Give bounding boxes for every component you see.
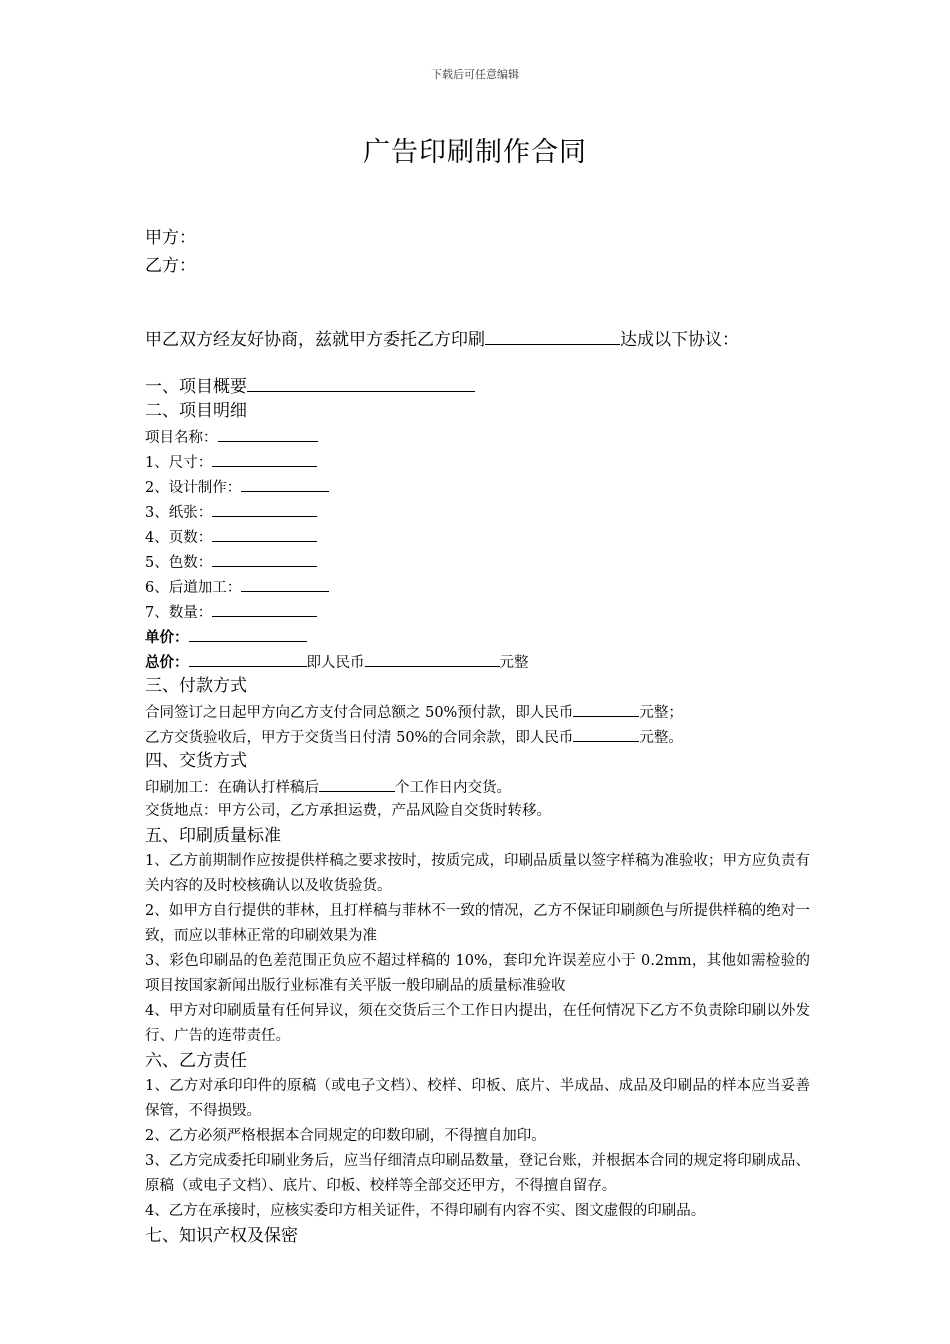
finishing-label: 6、后道加工： [145, 580, 242, 596]
header-note: 下载后可任意编辑 [431, 68, 519, 81]
delivery-line-2: 交货地点：甲方公司，乙方承担运费，产品风险自交货时转移。 [145, 803, 551, 819]
project-name-blank[interactable] [218, 424, 318, 442]
responsibility-clause-3: 3、乙方完成委托印刷业务后，应当仔细清点印刷品数量，登记台账，并根据本合同的规定将印刷成品、原稿（或电子文档）、底片、印板、校样等全部交还甲方，不得擅自留存。 [145, 1153, 810, 1194]
section-1-title: 一、项目概要 [145, 377, 247, 397]
payment-line-1 [145, 699, 810, 724]
payment-line-2-text: 乙方交货验收后，甲方于交货当日付清 50%的合同余款，即人民币 [145, 730, 574, 746]
delivery-days-blank[interactable] [319, 774, 395, 792]
section-5-heading: 五、印刷质量标准 [145, 826, 281, 846]
colors-label: 5、色数： [145, 555, 213, 571]
total-price-line [145, 649, 810, 674]
responsibility-clause-2: 2、乙方必须严格根据本合同规定的印数印刷，不得擅自加印。 [145, 1128, 546, 1144]
contract-body [145, 224, 810, 1249]
intro-text-after: 达成以下协议： [620, 330, 739, 350]
responsibility-clause-4: 4、乙方在承接时，应核实委印方相关证件，不得印刷有内容不实、图文虚假的印刷品。 [145, 1203, 706, 1219]
project-name-line [145, 424, 810, 449]
section-4-heading: 四、交货方式 [145, 751, 247, 771]
intro-paragraph [145, 326, 810, 354]
party-a-label: 甲方： [145, 228, 196, 248]
total-price-blank[interactable] [189, 649, 307, 667]
section-1-heading [145, 374, 810, 399]
payment-line-1-suffix: 元整； [639, 705, 683, 721]
payment-line-2-suffix: 元整。 [639, 730, 683, 746]
unit-price-label: 单价： [145, 630, 189, 646]
project-name-label: 项目名称： [145, 430, 218, 446]
project-summary-blank[interactable] [247, 374, 475, 392]
unit-price-line [145, 624, 810, 649]
section-7-heading: 七、知识产权及保密 [145, 1226, 298, 1246]
unit-price-blank[interactable] [189, 624, 307, 642]
total-price-label: 总价： [145, 655, 189, 671]
party-b-label: 乙方： [145, 256, 196, 276]
colors-line [145, 549, 810, 574]
pages-line [145, 524, 810, 549]
design-line [145, 474, 810, 499]
quantity-blank[interactable] [212, 599, 317, 617]
prepay-amount-blank[interactable] [573, 699, 639, 717]
finishing-line [145, 574, 810, 599]
section-6-heading: 六、乙方责任 [145, 1051, 247, 1071]
quality-clause-2: 2、如甲方自行提供的菲林，且打样稿与菲林不一致的情况，乙方不保证印刷颜色与所提供样稿的绝对一致，而应以菲林正常的印刷效果为准 [145, 903, 810, 944]
balance-amount-blank[interactable] [573, 724, 639, 742]
total-rmb-label: 即人民币 [306, 655, 365, 671]
delivery-line-1-suffix: 个工作日内交货。 [395, 780, 511, 796]
total-rmb-blank[interactable] [365, 649, 500, 667]
section-3-heading: 三、付款方式 [145, 676, 247, 696]
intro-text-before: 甲乙双方经友好协商，兹就甲方委托乙方印刷 [145, 330, 485, 350]
pages-blank[interactable] [212, 524, 317, 542]
size-blank[interactable] [212, 449, 317, 467]
design-label: 2、设计制作： [145, 480, 242, 496]
size-label: 1、尺寸： [145, 455, 213, 471]
total-yuan-label: 元整 [499, 655, 529, 671]
quantity-line [145, 599, 810, 624]
finishing-blank[interactable] [241, 574, 329, 592]
design-blank[interactable] [241, 474, 329, 492]
delivery-line-1-text: 印刷加工：在确认打样稿后 [145, 780, 319, 796]
quality-clause-3: 3、彩色印刷品的色差范围正负应不超过样稿的 10%，套印允许误差应小于 0.2mm，其他如需检验的项目按国家新闻出版行业标准有关平版一般印刷品的质量标准验收 [145, 953, 810, 994]
document-title: 广告印刷制作合同 [363, 137, 587, 168]
size-line [145, 449, 810, 474]
payment-line-2 [145, 724, 810, 749]
paper-line [145, 499, 810, 524]
paper-blank[interactable] [212, 499, 317, 517]
quality-clause-1: 1、乙方前期制作应按提供样稿之要求按时，按质完成，印刷品质量以签字样稿为准验收；甲方应负责有关内容的及时校核确认以及收货验货。 [145, 853, 810, 894]
delivery-line-1 [145, 774, 810, 799]
paper-label: 3、纸张： [145, 505, 213, 521]
responsibility-clause-1: 1、乙方对承印印件的原稿（或电子文档）、校样、印板、底片、半成品、成品及印刷品的样本应当妥善保管，不得损毁。 [145, 1078, 810, 1119]
colors-blank[interactable] [212, 549, 317, 567]
payment-line-1-text: 合同签订之日起甲方向乙方支付合同总额之 50%预付款，即人民币 [145, 705, 574, 721]
quantity-label: 7、数量： [145, 605, 213, 621]
print-item-blank[interactable] [485, 327, 620, 345]
pages-label: 4、页数： [145, 530, 213, 546]
section-2-heading: 二、项目明细 [145, 401, 247, 421]
quality-clause-4: 4、甲方对印刷质量有任何异议，须在交货后三个工作日内提出，在任何情况下乙方不负责除印刷以外发行、广告的连带责任。 [145, 1003, 810, 1044]
